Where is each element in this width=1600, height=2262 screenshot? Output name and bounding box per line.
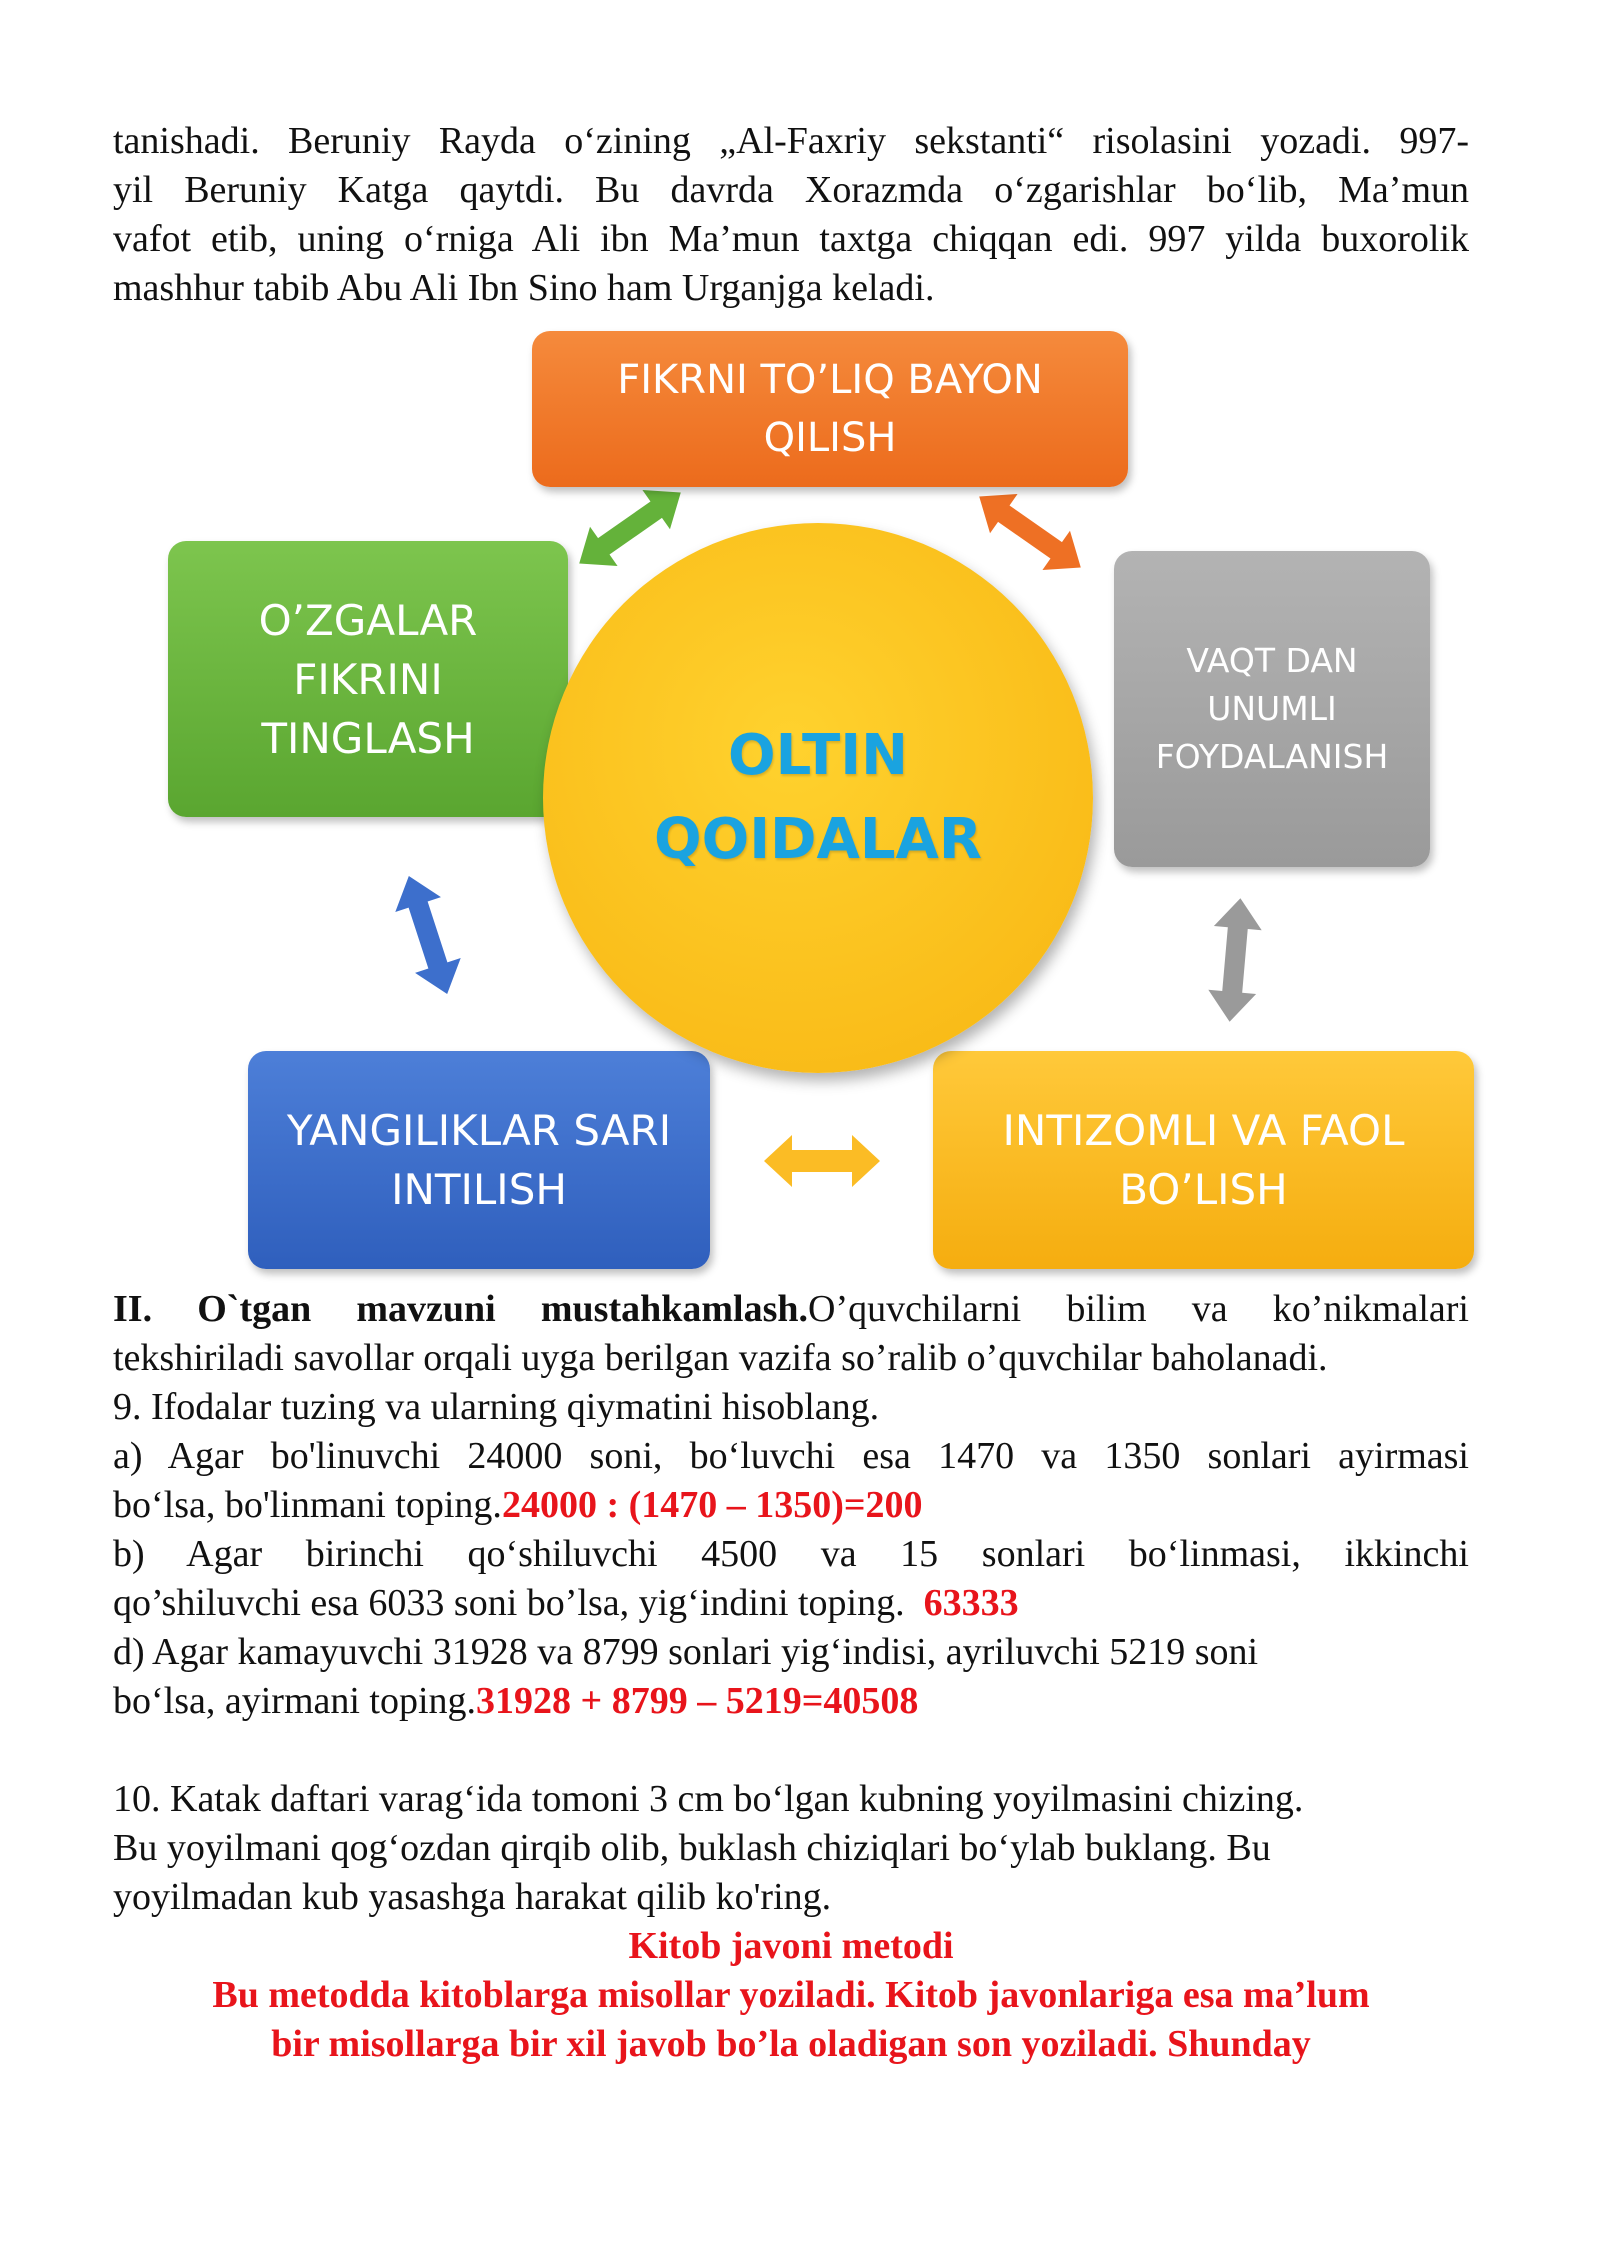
rule-box-label: YANGILIKLAR SARI bbox=[286, 1106, 672, 1155]
double-arrow-icon bbox=[386, 869, 470, 1002]
intro-line: yil Beruniy Katga qaytdi. Bu davrda Xorazmda o‘zgarishlar bo‘lib, Ma’mun bbox=[113, 169, 1469, 211]
rule-box-label: BO’LISH bbox=[1119, 1165, 1288, 1214]
rule-box-listen-others bbox=[168, 541, 568, 817]
rule-box-strive-new bbox=[248, 1051, 710, 1269]
task-10 bbox=[113, 1775, 1469, 1922]
text-fragment: qo’shiluvchi esa 6033 soni bo’lsa, yig‘indini toping. bbox=[113, 1582, 905, 1624]
rule-box-label: TINGLASH bbox=[261, 713, 475, 763]
golden-rules-diagram bbox=[0, 320, 1600, 1280]
text-line: yoyilmadan kub yasashga harakat qilib ko'ring. bbox=[113, 1876, 832, 1918]
method-text: bir misollarga bir xil javob bo’la oladigan son yoziladi. Shunday bbox=[271, 2023, 1311, 2065]
intro-line: mashhur tabib Abu Ali Ibn Sino ham Urganjga keladi. bbox=[113, 267, 935, 309]
rule-box-label: UNUMLI bbox=[1207, 689, 1337, 728]
rule-box-label: VAQT DAN bbox=[1186, 641, 1358, 680]
text-line: a) Agar bo'linuvchi 24000 soni, bo‘luvchi esa 1470 va 1350 sonlari ayirmasi bbox=[113, 1435, 1469, 1477]
method-block bbox=[113, 1922, 1469, 2069]
double-arrow-icon bbox=[1206, 896, 1265, 1024]
text-line: 10. Katak daftari varag‘ida tomoni 3 cm bo‘lgan kubning yoyilmasini chizing. bbox=[113, 1778, 1304, 1820]
task-b-line bbox=[113, 1579, 1469, 1628]
rule-box-label: O’ZGALAR bbox=[258, 595, 478, 645]
center-title: OLTIN bbox=[728, 723, 908, 788]
rule-box-disciplined bbox=[933, 1051, 1474, 1269]
center-circle bbox=[543, 523, 1093, 1073]
task-a-line bbox=[113, 1481, 1469, 1530]
section-2 bbox=[113, 1285, 1469, 1726]
section-2-heading-line bbox=[113, 1285, 1469, 1334]
double-arrow-icon bbox=[764, 1135, 880, 1187]
section-heading-rest: O’quvchilarni bilim va ko’nikmalari bbox=[808, 1288, 1469, 1330]
text-line: tekshiriladi savollar orqali uyga berilgan vazifa so’ralib o’quvchilar baholanadi. bbox=[113, 1337, 1328, 1379]
text-line: Bu yoyilmani qog‘ozdan qirqib olib, buklash chiziqlari bo‘ylab buklang. Bu bbox=[113, 1827, 1271, 1869]
rule-box-use-time bbox=[1114, 551, 1430, 867]
center-title: QOIDALAR bbox=[653, 807, 982, 872]
method-text: Bu metodda kitoblarga misollar yoziladi. Kitob javonlariga esa ma’lum bbox=[212, 1974, 1370, 2016]
rule-box-label: FOYDALANISH bbox=[1155, 737, 1389, 776]
rule-box-label: INTILISH bbox=[391, 1165, 567, 1214]
task-title: 9. Ifodalar tuzing va ularning qiymatini hisoblang. bbox=[113, 1386, 880, 1428]
intro-line: tanishadi. Beruniy Rayda o‘zining „Al-Faxriy sekstanti“ risolasini yozadi. 997- bbox=[113, 120, 1469, 162]
task-d-line bbox=[113, 1677, 1469, 1726]
answer-a: 24000 : (1470 – 1350)=200 bbox=[501, 1484, 923, 1526]
text-fragment: bo‘lsa, bo'linmani toping. bbox=[113, 1484, 502, 1526]
intro-line: vafot etib, uning o‘rniga Ali ibn Ma’mun taxtga chiqqan edi. 997 yilda buxorolik bbox=[113, 218, 1469, 260]
text-line: d) Agar kamayuvchi 31928 va 8799 sonlari yig‘indisi, ayriluvchi 5219 soni bbox=[113, 1631, 1259, 1673]
rule-box-label: INTIZOMLI VA FAOL bbox=[1002, 1106, 1405, 1155]
rule-box-label: FIKRINI bbox=[293, 654, 443, 704]
double-arrow-icon bbox=[965, 477, 1094, 587]
text-fragment: bo‘lsa, ayirmani toping. bbox=[113, 1680, 477, 1722]
rule-box-label: FIKRNI TO’LIQ BAYON bbox=[617, 357, 1043, 403]
answer-b: 63333 bbox=[923, 1582, 1019, 1624]
answer-d: 31928 + 8799 – 5219=40508 bbox=[476, 1680, 919, 1722]
rule-box-label: QILISH bbox=[763, 415, 897, 461]
rule-box-full-expression bbox=[532, 331, 1128, 487]
intro-paragraph bbox=[113, 117, 1469, 313]
method-title: Kitob javoni metodi bbox=[628, 1925, 954, 1967]
section-heading: II. O`tgan mavzuni mustahkamlash. bbox=[113, 1288, 809, 1330]
text-line: b) Agar birinchi qo‘shiluvchi 4500 va 15 sonlari bo‘linmasi, ikkinchi bbox=[113, 1533, 1469, 1575]
